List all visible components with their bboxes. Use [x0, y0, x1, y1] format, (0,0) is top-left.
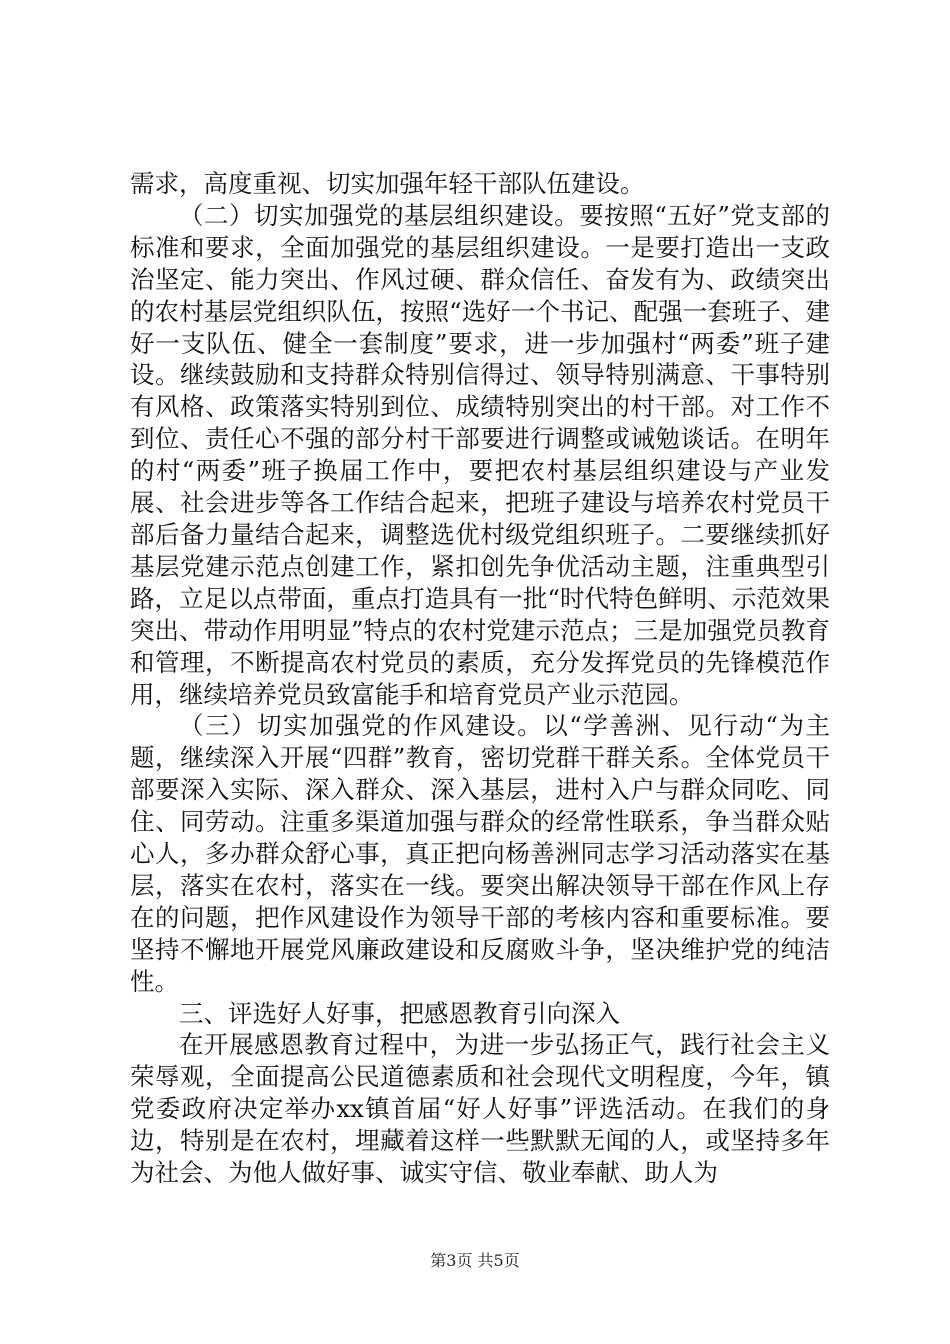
- paragraph-good-deeds: 在开展感恩教育过程中，为进一步弘扬正气，践行社会主义荣辱观，全面提高公民道德素质和社会现代文明程度，今年，镇党委政府决定举办xx镇首届“好人好事”评选活动。在我们的身边，特别是在农村，埋藏着这样一些默默无闻的人，或坚持多年为社会、为他人做好事、诚实守信、敬业奉献、助人为: [130, 1030, 830, 1188]
- paragraph-section-3: （三）切实加强党的作风建设。以“学善洲、见行动“为主题，继续深入开展“四群”教育，密切党群干群关系。全体党员干部要深入实际、深入群众、深入基层，进村入户与群众同吃、同住、同劳动。注重多渠道加强与群众的经常性联系，争当群众贴心人，多办群众舒心事，真正把向杨善洲同志学习活动落实在基层，落实在农村，落实在一线。要突出解决领导干部在作风上存在的问题，把作风建设作为领导干部的考核内容和重要标准。要坚持不懈地开展党风廉政建设和反腐败斗争，坚决维护党的纯洁性。: [130, 711, 830, 996]
- section-heading-3: 三、评选好人好事，把感恩教育引向深入: [179, 998, 620, 1028]
- document-body: [130, 168, 830, 1189]
- paragraph-continuation: 需求，高度重视、切实加强年轻干部队伍建设。: [130, 169, 645, 198]
- page-footer: 第3页 共5页: [430, 1251, 520, 1270]
- paragraph-section-2: （二）切实加强党的基层组织建设。要按照“五好”党支部的标准和要求，全面加强党的基层组织建设。一是要打造出一支政治坚定、能力突出、作风过硬、群众信任、奋发有为、政绩突出的农村基层党组织队伍，按照“选好一个书记、配强一套班子、建好一支队伍、健全一套制度”要求，进一步加强村“两委”班子建设。继续鼓励和支持群众特别信得过、领导特别满意、干事特别有风格、政策落实特别到位、成绩特别突出的村干部。对工作不到位、责任心不强的部分村干部要进行调整或诫勉谈话。在明年的村“两委”班子换届工作中，要把农村基层组织建设与产业发展、社会进步等各工作结合起来，把班子建设与培养农村党员干部后备力量结合起来，调整选优村级党组织班子。二要继续抓好基层党建示范点创建工作，紧扣创先争优活动主题，注重典型引路，立足以点带面，重点打造具有一批“时代特色鲜明、示范效果突出、带动作用明显”特点的农村党建示范点；三是加强党员教育和管理，不断提高农村党员的素质，充分发挥党员的先锋模范作用，继续培养党员致富能手和培育党员产业示范园。: [130, 200, 830, 709]
